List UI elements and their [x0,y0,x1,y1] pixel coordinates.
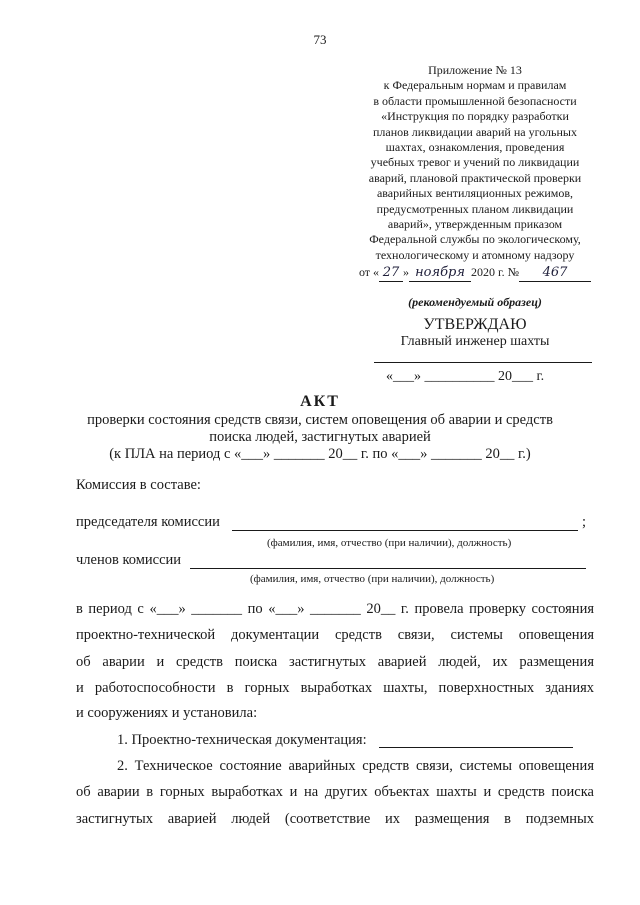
order-prefix: от « [358,265,380,280]
appendix-line: предусмотренных планом ликвидации [376,201,574,216]
commission-label: Комиссия в составе: [76,477,201,493]
order-month: ноября [409,265,471,281]
chairman-field-line [232,530,578,531]
members-label: членов комиссии [76,552,182,568]
appendix-line: Федеральной службы по экологическому, [369,232,581,247]
appendix-line: технологическому и атомному надзору [375,247,575,262]
sample-note: (рекомендуемый образец) [408,295,542,309]
signature-line [374,362,592,363]
order-mid: » [403,265,410,280]
order-number: 467 [519,265,591,281]
body-line-1: в период с «___» _______ по «___» _______ 20__ г. провела проверку состояния [76,601,594,617]
body-line-5: и сооружениях и установила: [76,705,258,721]
appendix-line: к Федеральным нормам и правилам [383,78,567,93]
order-year: 2020 г. № [471,265,520,280]
order-day: 27 [379,265,403,281]
appendix-line: аварий», утвержденным приказом [387,217,563,232]
appendix-line: «Инструкция по порядку разработки [381,109,569,124]
item-1-field-line [379,747,573,748]
act-subtitle [0,412,640,463]
appendix-line: шахтах, ознакомления, проведения [385,140,565,155]
body-line-4: и работоспособности в горных выработках шахты, поверхностных зданиях [76,680,594,696]
order-reference [330,265,620,281]
members-hint: (фамилия, имя, отчество (при наличии), должность) [250,573,495,585]
body-line-2: проектно-технической документации средств связи, системы оповещения [76,627,594,643]
act-subtitle-line-1: проверки состояния средств связи, систем оповещения об аварии и средств [87,412,553,428]
page-number: 73 [313,32,327,47]
approver-position: Главный инженер шахты [400,334,550,349]
appendix-line: учебных тревог и учений по ликвидации [370,155,580,170]
appendix-line: аварий, плановой практической проверки [368,170,582,185]
act-title: АКТ [300,393,340,410]
appendix-line: планов ликвидации аварий на угольных [372,124,577,139]
item-2-line-3: застигнутых аварией людей (соответствие их размещения в подземных [76,811,594,827]
approve-title: УТВЕРЖДАЮ [423,316,527,333]
appendix-line: аварийных вентиляционных режимов, [376,186,574,201]
members-field-line [190,568,586,569]
chairman-end: ; [582,514,587,530]
appendix-header [330,63,620,282]
chairman-hint: (фамилия, имя, отчество (при наличии), должность) [267,537,512,549]
item-2-line-2: об аварии в горных выработках и на других объектах шахты и средств поиска [76,784,594,800]
act-subtitle-line-2: поиска людей, застигнутых аварией [209,429,431,445]
approve-date: «___» __________ 20___ г. [386,369,545,384]
body-line-3: об аварии и средств поиска застигнутых аварией людей, их размещения [76,654,594,670]
appendix-line: Приложение № 13 [428,63,522,77]
item-1: 1. Проектно-техническая документация: [117,732,367,748]
act-period: (к ПЛА на период с «___» _______ 20__ г. по «___» _______ 20__ г.) [109,446,531,462]
appendix-line: в области промышленной безопасности [373,93,577,108]
chairman-label: председателя комиссии [76,514,220,530]
item-2-line-1: 2. Техническое состояние аварийных средств связи, системы оповещения [117,758,594,774]
